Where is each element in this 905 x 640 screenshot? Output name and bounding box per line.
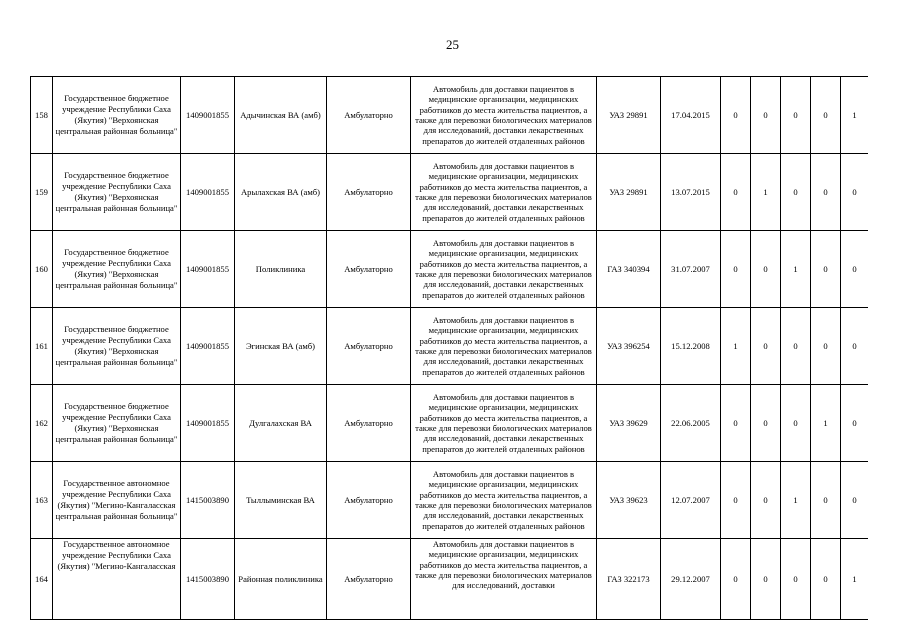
- count-cell-5: 1: [841, 77, 869, 154]
- vehicle-purpose-cell: Автомобиль для доставки пациентов в медицинские организации, медицинских работников до места жительства пациентов, а также для перевозки биологических материалов для исследований, доставки лекарственных препаратов до жителей отдаленных районов: [411, 231, 597, 308]
- vehicle-purpose-cell: Автомобиль для доставки пациентов в медицинские организации, медицинских работников до места жительства пациентов, а также для перевозки биологических материалов для исследований, доставки лекарственных препаратов до жителей отдаленных районов: [411, 385, 597, 462]
- subdivision-cell: Районная поликлиника: [235, 539, 327, 620]
- count-cell-4: 0: [811, 231, 841, 308]
- care-type-cell: Амбулаторно: [327, 462, 411, 539]
- care-type-cell: Амбулаторно: [327, 231, 411, 308]
- count-cell-3: 1: [781, 231, 811, 308]
- organization-cell: Государственное бюджетное учреждение Республики Саха (Якутия) "Верхоянская центральная районная больница": [53, 385, 181, 462]
- care-type-cell: Амбулаторно: [327, 539, 411, 620]
- count-cell-2: 0: [751, 231, 781, 308]
- table-row: [31, 154, 869, 231]
- subdivision-cell: Адычинская ВА (амб): [235, 77, 327, 154]
- count-cell-1: 0: [721, 462, 751, 539]
- count-cell-5: 0: [841, 385, 869, 462]
- count-cell-2: 0: [751, 539, 781, 620]
- count-cell-3: 1: [781, 462, 811, 539]
- inn-cell: 1415003890: [181, 462, 235, 539]
- table-row: [31, 385, 869, 462]
- subdivision-cell: Поликлиника: [235, 231, 327, 308]
- vehicle-model-cell: УАЗ 29891: [597, 154, 661, 231]
- vehicle-model-cell: УАЗ 396254: [597, 308, 661, 385]
- count-cell-2: 1: [751, 154, 781, 231]
- date-cell: 31.07.2007: [661, 231, 721, 308]
- inn-cell: 1409001855: [181, 308, 235, 385]
- count-cell-3: 0: [781, 539, 811, 620]
- date-cell: 13.07.2015: [661, 154, 721, 231]
- subdivision-cell: Арылахская ВА (амб): [235, 154, 327, 231]
- table-body: [31, 77, 869, 620]
- table-row: [31, 77, 869, 154]
- vehicle-purpose-cell: Автомобиль для доставки пациентов в медицинские организации, медицинских работников до места жительства пациентов, а также для перевозки биологических материалов для исследований, доставки лекарственных препаратов до жителей отдаленных районов: [411, 154, 597, 231]
- count-cell-1: 0: [721, 231, 751, 308]
- vehicle-purpose-cell: Автомобиль для доставки пациентов в медицинские организации, медицинских работников до места жительства пациентов, а также для перевозки биологических материалов для исследований, доставки лекарственных препаратов до жителей отдаленных районов: [411, 462, 597, 539]
- vehicle-purpose-cell: Автомобиль для доставки пациентов в медицинские организации, медицинских работников до места жительства пациентов, а также для перевозки биологических материалов для исследований, доставки лекарственных препаратов до жителей отдаленных районов: [411, 308, 597, 385]
- organization-cell: Государственное бюджетное учреждение Республики Саха (Якутия) "Верхоянская центральная районная больница": [53, 77, 181, 154]
- date-cell: 15.12.2008: [661, 308, 721, 385]
- count-cell-3: 0: [781, 308, 811, 385]
- count-cell-1: 0: [721, 385, 751, 462]
- count-cell-2: 0: [751, 462, 781, 539]
- subdivision-cell: Тыллыминская ВА: [235, 462, 327, 539]
- vehicle-model-cell: ГАЗ 340394: [597, 231, 661, 308]
- organization-cell: Государственное автономное учреждение Республики Саха (Якутия) "Мегино-Кангаласская центральная районная больница": [53, 462, 181, 539]
- row-number-cell: 164: [31, 539, 53, 620]
- vehicle-purpose-cell: Автомобиль для доставки пациентов в медицинские организации, медицинских работников до места жительства пациентов, а также для перевозки биологических материалов для исследований, доставки лекарственных препаратов до жителей отдаленных районов: [411, 77, 597, 154]
- vehicle-model-cell: УАЗ 39623: [597, 462, 661, 539]
- row-number-cell: 159: [31, 154, 53, 231]
- count-cell-4: 1: [811, 385, 841, 462]
- subdivision-cell: Дулгалахская ВА: [235, 385, 327, 462]
- care-type-cell: Амбулаторно: [327, 77, 411, 154]
- count-cell-4: 0: [811, 539, 841, 620]
- care-type-cell: Амбулаторно: [327, 385, 411, 462]
- count-cell-1: 0: [721, 154, 751, 231]
- count-cell-4: 0: [811, 462, 841, 539]
- count-cell-4: 0: [811, 77, 841, 154]
- count-cell-5: 0: [841, 231, 869, 308]
- vehicle-model-cell: ГАЗ 322173: [597, 539, 661, 620]
- count-cell-5: 0: [841, 154, 869, 231]
- table-wrapper: [30, 76, 868, 640]
- date-cell: 17.04.2015: [661, 77, 721, 154]
- count-cell-3: 0: [781, 77, 811, 154]
- count-cell-5: 0: [841, 462, 869, 539]
- table-row: [31, 308, 869, 385]
- vehicle-purpose-cell: Автомобиль для доставки пациентов в медицинские организации, медицинских работников до места жительства пациентов, а также для перевозки биологических материалов для исследований, доставки: [411, 539, 597, 620]
- row-number-cell: 161: [31, 308, 53, 385]
- vehicle-model-cell: УАЗ 29891: [597, 77, 661, 154]
- count-cell-2: 0: [751, 385, 781, 462]
- inn-cell: 1409001855: [181, 77, 235, 154]
- vehicle-table: [30, 76, 868, 620]
- count-cell-4: 0: [811, 308, 841, 385]
- date-cell: 22.06.2005: [661, 385, 721, 462]
- date-cell: 12.07.2007: [661, 462, 721, 539]
- inn-cell: 1409001855: [181, 385, 235, 462]
- organization-cell: Государственное бюджетное учреждение Республики Саха (Якутия) "Верхоянская центральная районная больница": [53, 308, 181, 385]
- vehicle-model-cell: УАЗ 39629: [597, 385, 661, 462]
- inn-cell: 1415003890: [181, 539, 235, 620]
- count-cell-2: 0: [751, 308, 781, 385]
- care-type-cell: Амбулаторно: [327, 154, 411, 231]
- count-cell-5: 0: [841, 308, 869, 385]
- table-row: [31, 231, 869, 308]
- organization-cell: Государственное бюджетное учреждение Республики Саха (Якутия) "Верхоянская центральная районная больница": [53, 154, 181, 231]
- organization-cell: Государственное бюджетное учреждение Республики Саха (Якутия) "Верхоянская центральная районная больница": [53, 231, 181, 308]
- date-cell: 29.12.2007: [661, 539, 721, 620]
- row-number-cell: 160: [31, 231, 53, 308]
- page-number: 25: [446, 37, 459, 52]
- count-cell-1: 1: [721, 308, 751, 385]
- count-cell-5: 1: [841, 539, 869, 620]
- count-cell-1: 0: [721, 77, 751, 154]
- row-number-cell: 162: [31, 385, 53, 462]
- count-cell-4: 0: [811, 154, 841, 231]
- count-cell-1: 0: [721, 539, 751, 620]
- row-number-cell: 158: [31, 77, 53, 154]
- organization-cell: Государственное автономное учреждение Республики Саха (Якутия) "Мегино-Кангаласская: [53, 539, 181, 620]
- inn-cell: 1409001855: [181, 231, 235, 308]
- count-cell-3: 0: [781, 385, 811, 462]
- count-cell-3: 0: [781, 154, 811, 231]
- table-row: [31, 539, 869, 620]
- table-row: [31, 462, 869, 539]
- count-cell-2: 0: [751, 77, 781, 154]
- inn-cell: 1409001855: [181, 154, 235, 231]
- care-type-cell: Амбулаторно: [327, 308, 411, 385]
- row-number-cell: 163: [31, 462, 53, 539]
- subdivision-cell: Эгинская ВА (амб): [235, 308, 327, 385]
